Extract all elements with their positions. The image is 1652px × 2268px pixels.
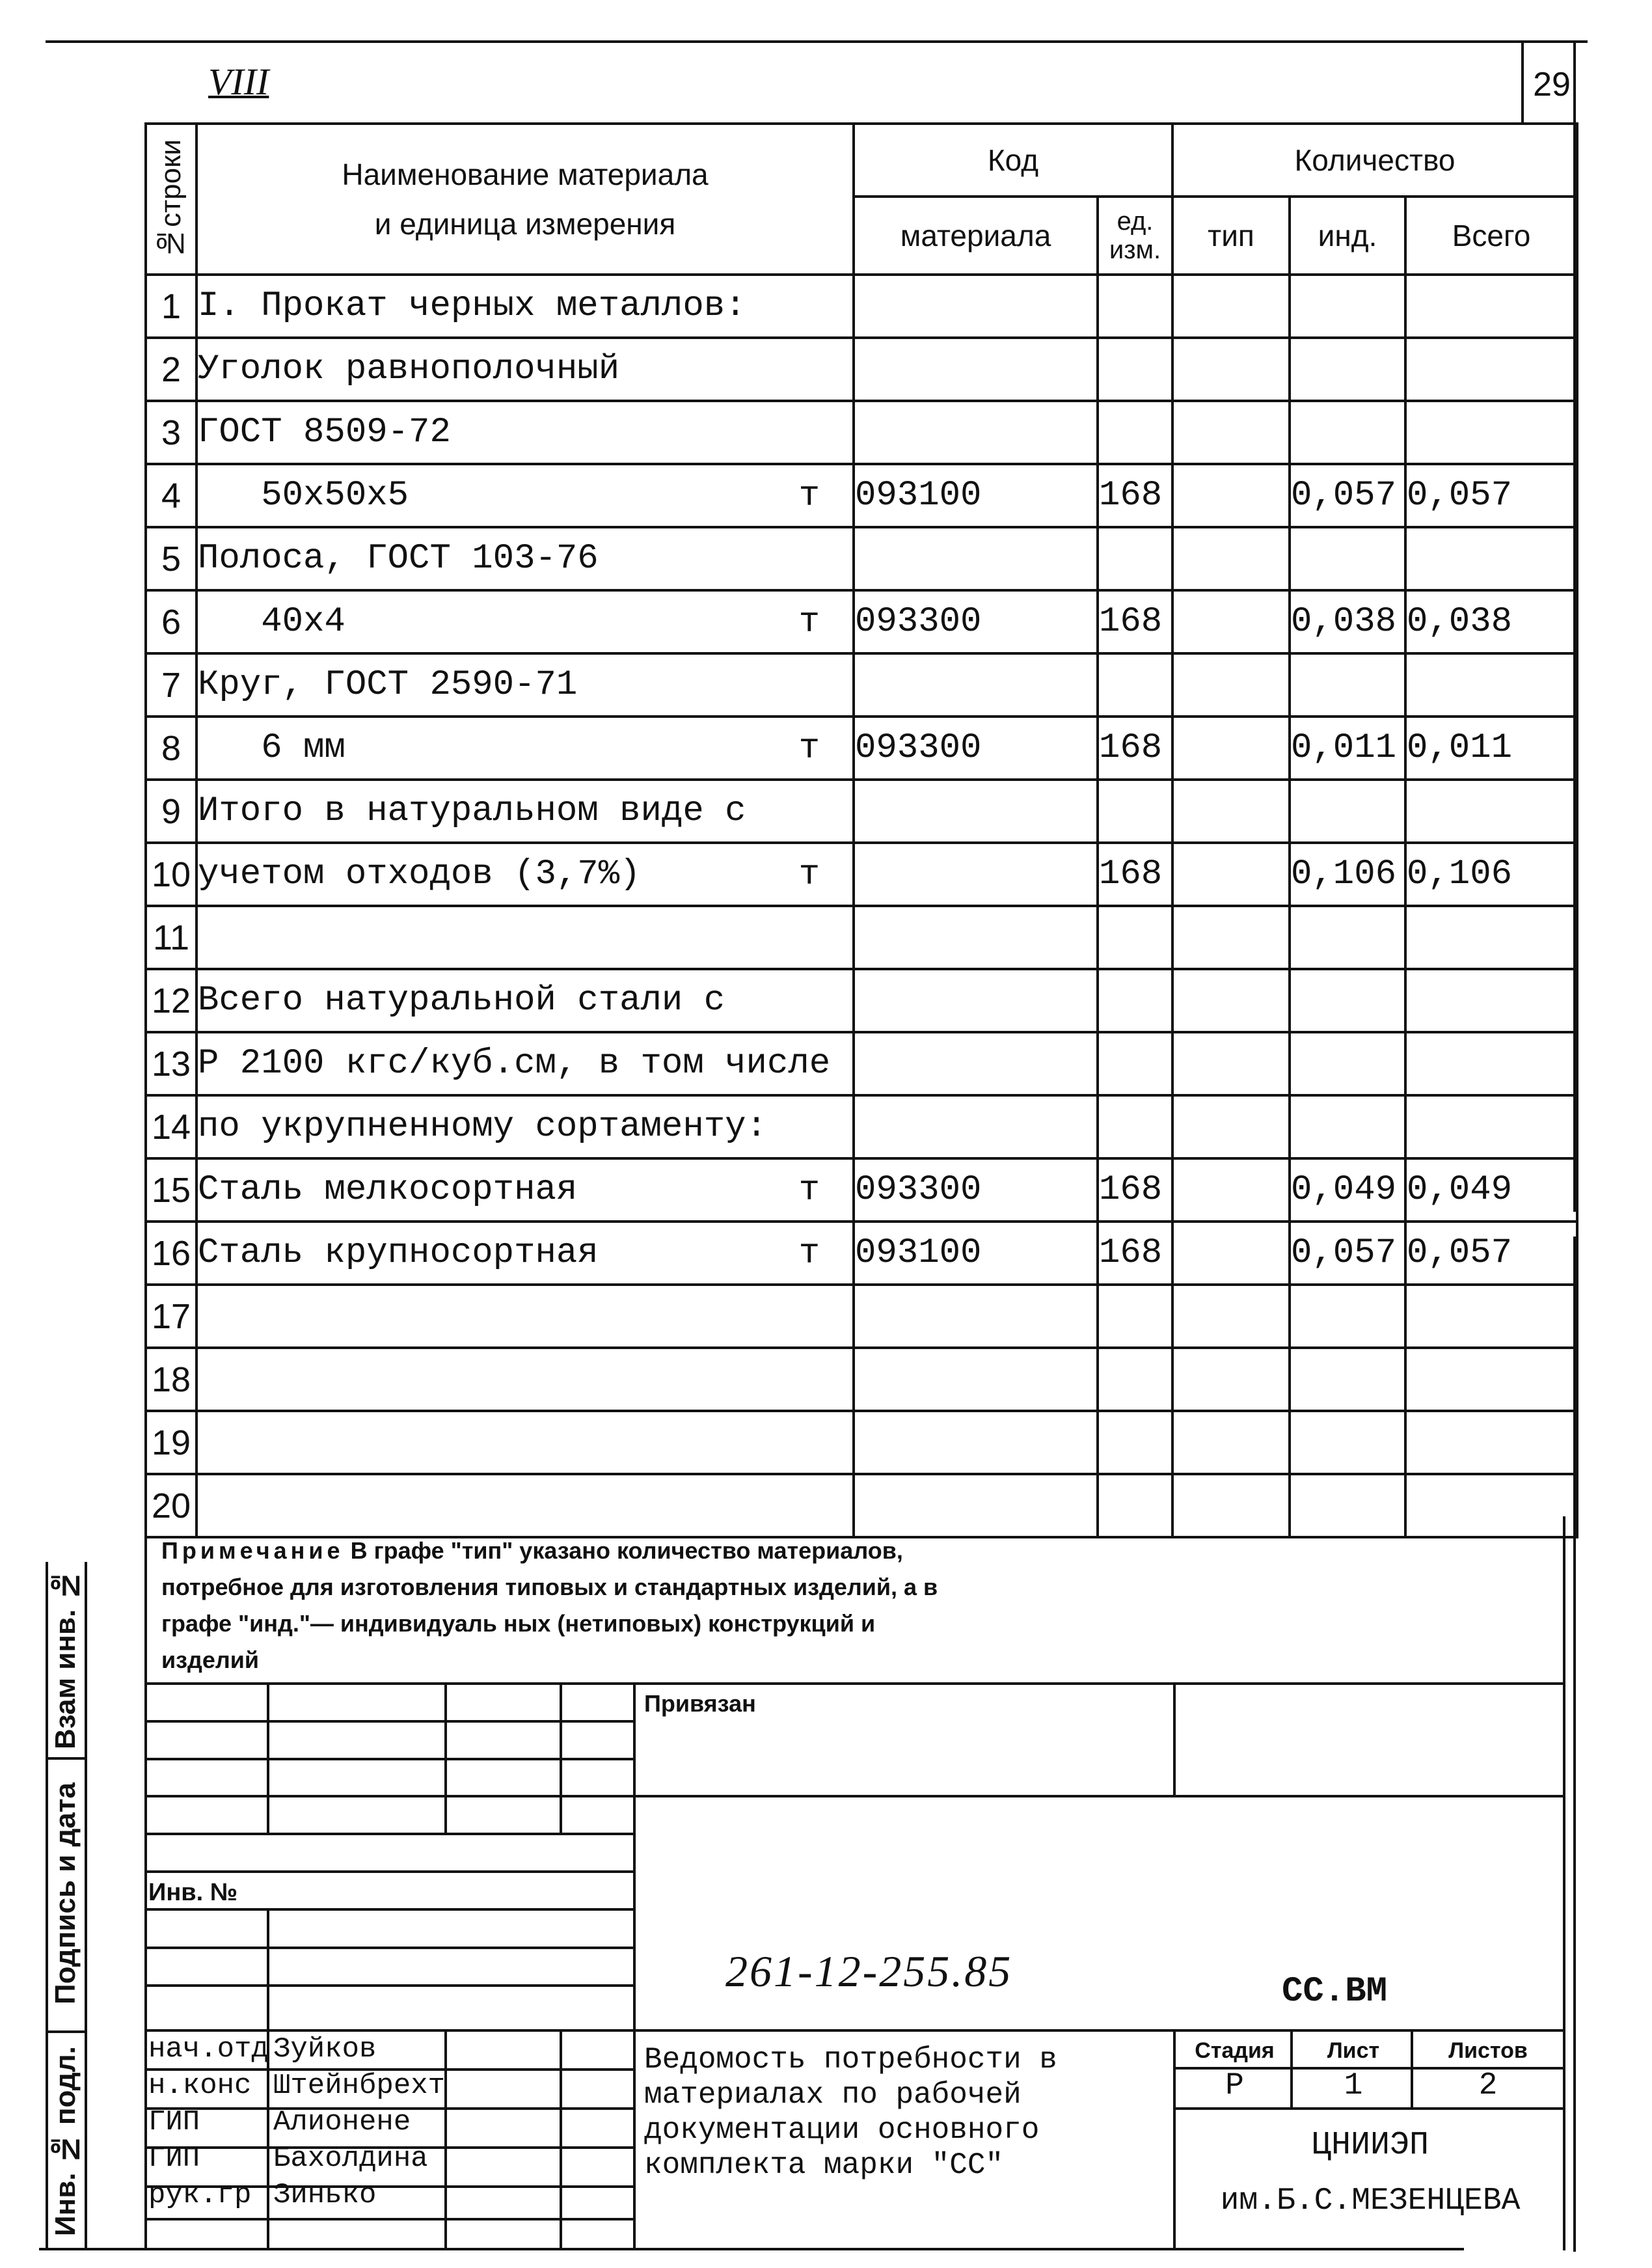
row-number: 16 (146, 1222, 196, 1285)
material-name-text: 40x4 (198, 602, 345, 642)
row-number: 7 (146, 653, 196, 717)
signer-name: Штейнбрехт (273, 2070, 446, 2102)
material-code: 093100 (854, 1222, 1098, 1285)
material-name-text: по укрупненному сортаменту: (198, 1107, 767, 1147)
row-number: 15 (146, 1158, 196, 1222)
material-name-text: Круг, ГОСТ 2590-71 (198, 665, 578, 705)
material-code: 093300 (854, 590, 1098, 653)
total-qty: 0,106 (1405, 843, 1577, 906)
total-qty: 0,057 (1405, 464, 1577, 527)
row-number: 13 (146, 1032, 196, 1095)
sheet-value: 1 (1344, 2068, 1363, 2103)
stage-label: Стадия (1195, 2038, 1275, 2063)
row-number: 4 (146, 464, 196, 527)
name-header: Наименование материала и единица измерения (196, 124, 854, 275)
total-qty: 0,038 (1405, 590, 1577, 653)
signer-role: рук.гр (148, 2179, 252, 2211)
row-number: 2 (146, 338, 196, 401)
unit-of-measure: т (798, 476, 820, 515)
row-number: 6 (146, 590, 196, 653)
material-name-text: учетом отходов (3,7%) (198, 854, 641, 894)
material-name-text: Сталь мелкосортная (198, 1170, 578, 1210)
material-name-text: Р 2100 кгс/куб.см, в том числе (198, 1044, 831, 1084)
unit-code: 168 (1098, 843, 1172, 906)
row-number: 9 (146, 780, 196, 843)
sheet-number: 29 (1533, 66, 1571, 103)
row-number-header: №строки (146, 124, 196, 275)
ind-qty: 0,011 (1290, 717, 1405, 780)
row-number: 12 (146, 969, 196, 1032)
stage-value: Р (1225, 2068, 1244, 2103)
material-name-text: 6 мм (198, 728, 345, 768)
row-number: 8 (146, 717, 196, 780)
material-name-text: Всего натуральной стали с (198, 981, 725, 1020)
material-code: 093100 (854, 464, 1098, 527)
sheets-value: 2 (1478, 2068, 1498, 2103)
sheets-label: Листов (1448, 2038, 1528, 2063)
note-text: В графе "тип" указано количество материалов, потребное для изготовления типовых и стандартных изделий, а в графе "инд."— индивидуаль ных (нетиповых) конструкций и изделий (161, 1537, 938, 1673)
material-name-text: Сталь крупносортная (198, 1233, 599, 1273)
roman-label: VIII (208, 61, 269, 103)
signer-name: Бахолдина (273, 2142, 428, 2175)
row-number: 10 (146, 843, 196, 906)
row-number: 19 (146, 1411, 196, 1474)
row-number: 5 (146, 527, 196, 590)
material-name-text: Итого в натуральном виде с (198, 791, 746, 831)
row-number: 18 (146, 1348, 196, 1411)
side-label-podpis: Подпись и дата (49, 1783, 81, 2005)
ind-qty: 0,038 (1290, 590, 1405, 653)
total-qty: 0,049 (1405, 1158, 1577, 1222)
signer-role: ГИП (148, 2142, 200, 2175)
organization-line2: им.Б.С.МЕЗЕНЦЕВА (1220, 2183, 1521, 2219)
side-label-inv-podl: Инв. № подл. (49, 2046, 81, 2236)
unit-code: 168 (1098, 1158, 1172, 1222)
row-number: 20 (146, 1474, 196, 1537)
privyazan-label: Привязан (644, 1690, 756, 1717)
row-number: 1 (146, 275, 196, 338)
document-number: 261-12-255.85 (725, 1947, 1013, 1996)
total-header: Всего (1405, 197, 1577, 275)
unit-code: 168 (1098, 590, 1172, 653)
material-code: 093300 (854, 717, 1098, 780)
unit-of-measure: т (798, 728, 820, 768)
total-qty: 0,011 (1405, 717, 1577, 780)
row-number: 3 (146, 401, 196, 464)
ind-header: инд. (1290, 197, 1405, 275)
material-name-text: Уголок равнополочный (198, 349, 620, 389)
material-name-text: Полоса, ГОСТ 103-76 (198, 539, 599, 579)
material-name-text: 50x50x5 (198, 476, 409, 515)
sheet-label: Лист (1327, 2038, 1380, 2063)
signer-role: н.конс (148, 2070, 252, 2102)
unit-of-measure: т (798, 602, 820, 642)
side-label-vzam: Взам инв. № (49, 1569, 81, 1750)
quantity-header: Количество (1172, 124, 1577, 197)
total-qty: 0,057 (1405, 1222, 1577, 1285)
document-title: Ведомость потребности в материалах по рабочей документации основного комплекта марки "СС" (644, 2043, 1057, 2182)
unit-of-measure: т (798, 1170, 820, 1210)
material-name-text: ГОСТ 8509-72 (198, 413, 451, 452)
ind-qty: 0,057 (1290, 1222, 1405, 1285)
organization-line1: ЦНИИЭП (1311, 2127, 1429, 2164)
signer-name: Зинько (273, 2179, 377, 2211)
signer-name: Алионене (273, 2106, 411, 2138)
unit-of-measure: т (798, 854, 820, 894)
ind-qty: 0,106 (1290, 843, 1405, 906)
row-number: 17 (146, 1285, 196, 1348)
note-lead: Примечание (161, 1537, 344, 1564)
unit-code-header: ед. изм. (1098, 197, 1172, 275)
unit-code: 168 (1098, 717, 1172, 780)
unit-code: 168 (1098, 464, 1172, 527)
unit-of-measure: т (798, 1233, 820, 1273)
signer-role: нач.отд (148, 2033, 269, 2066)
material-code: 093300 (854, 1158, 1098, 1222)
ind-qty: 0,057 (1290, 464, 1405, 527)
document-mark: СС.ВМ (1282, 1972, 1388, 2012)
inv-no-label: Инв. № (148, 1879, 238, 1906)
signer-name: Зуйков (273, 2033, 377, 2066)
material-name-text: I. Прокат черных металлов: (198, 286, 746, 326)
type-header: тип (1172, 197, 1290, 275)
signer-role: ГИП (148, 2106, 200, 2138)
ind-qty: 0,049 (1290, 1158, 1405, 1222)
material-code-header: материала (854, 197, 1098, 275)
code-header: Код (854, 124, 1172, 197)
row-number: 14 (146, 1095, 196, 1158)
row-number: 11 (146, 906, 196, 969)
unit-code: 168 (1098, 1222, 1172, 1285)
